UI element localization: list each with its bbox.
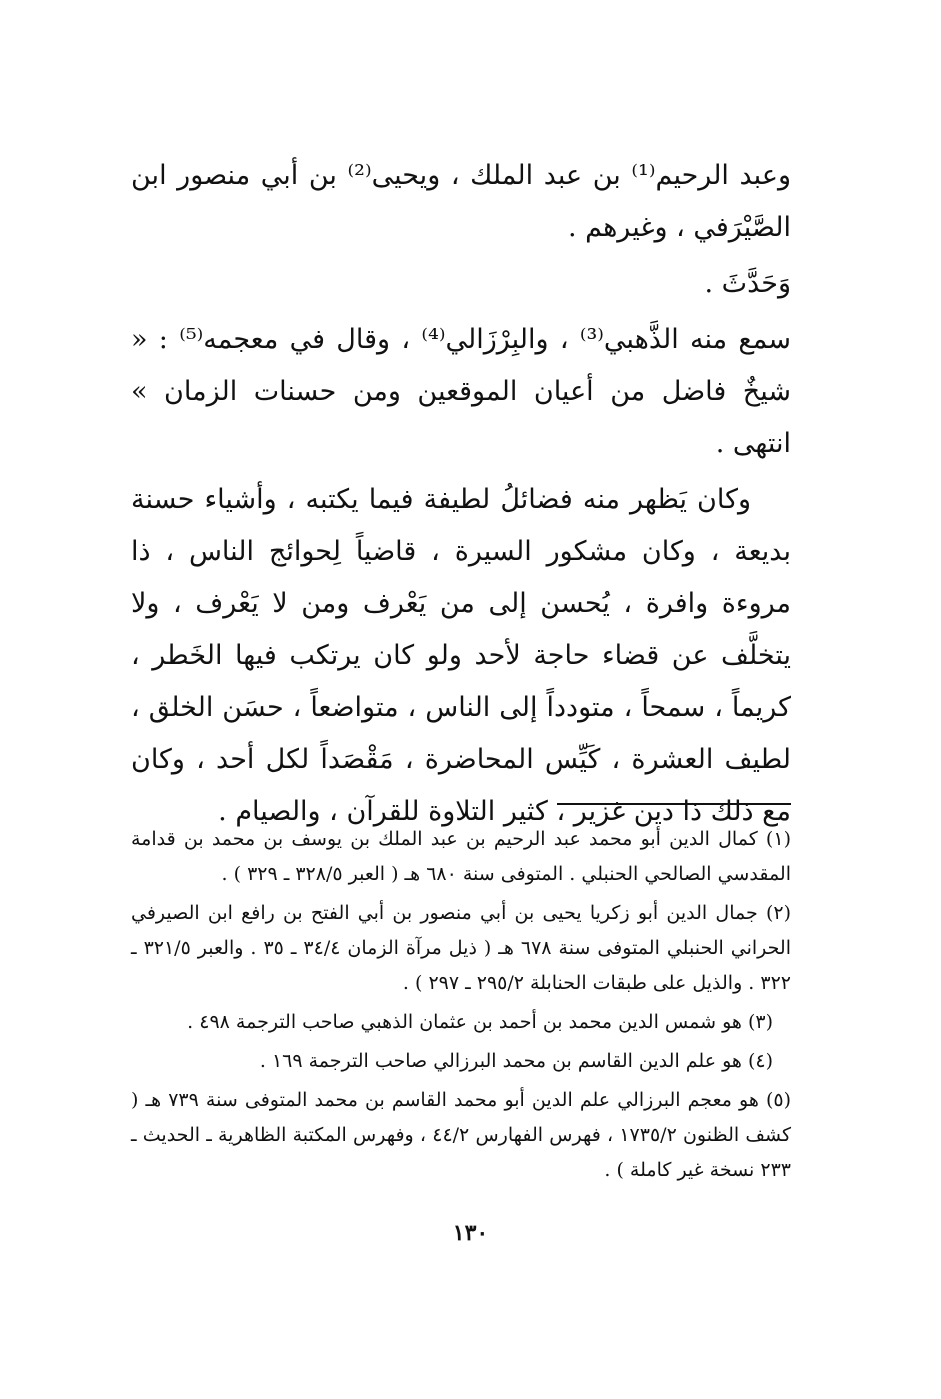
paragraph-students: سمع منه الذَّهبي⁽³⁾ ، والبِرْزَالي⁽⁴⁾ ، وقال في معجمه⁽⁵⁾ : « شيخٌ فاضل من أعيان الموقعين ومن حسنات الزمان » انتهى . bbox=[131, 324, 791, 459]
paragraph-teachers: وعبد الرحيم⁽¹⁾ بن عبد الملك ، ويحيى⁽²⁾ بن أبي منصور ابن الصَّيْرَفي ، وغيرهم . bbox=[131, 160, 791, 243]
main-text bbox=[131, 150, 791, 842]
footnotes bbox=[131, 822, 791, 1192]
footnote-5: (٥) هو معجم البرزالي علم الدين أبو محمد القاسم بن محمد المتوفى سنة ٧٣٩ هـ ( كشف الظنون ١٧٣٥/٢ ، فهرس الفهارس ٤٤/٢ ، وفهرس المكتبة الظاهرية ـ الحديث ـ ٢٣٣ نسخة غير كاملة ) . bbox=[131, 1089, 792, 1181]
footnote-2: (٢) جمال الدين أبو زكريا يحيى بن أبي منصور بن أبي الفتح بن رافع ابن الصيرفي الحراني الحنبلي المتوفى سنة ٦٧٨ هـ ( ذيل مرآة الزمان ٣٤/٤ ـ ٣٥ . والعبر ٣٢١/٥ ـ ٣٢٢ . والذيل على طبقات الحنابلة ٢٩٥/٢ ـ ٢٩٧ ) . bbox=[131, 902, 791, 994]
footnote-divider bbox=[557, 803, 791, 805]
footnote-3: (٣) هو شمس الدين محمد بن أحمد بن عثمان الذهبي صاحب الترجمة ٤٩٨ . bbox=[187, 1011, 773, 1033]
page-number: ١٣٠ bbox=[452, 1220, 489, 1246]
paragraph-narrated: وَحَدَّثَ . bbox=[704, 268, 791, 299]
footnote-1: (١) كمال الدين أبو محمد عبد الرحيم بن عبد الملك بن يوسف بن محمد بن قدامة المقدسي الصالحي الحنبلي . المتوفى سنة ٦٨٠ هـ ( العبر ٣٢٨/٥ ـ ٣٢٩ ) . bbox=[131, 828, 791, 885]
footnote-4: (٤) هو علم الدين القاسم بن محمد البرزالي صاحب الترجمة ١٦٩ . bbox=[259, 1050, 773, 1072]
paragraph-virtues: وكان يَظهر منه فضائلُ لطيفة فيما يكتبه ، وأشياء حسنة بديعة ، وكان مشكور السيرة ، قاضياً لِحوائج الناس ، ذا مروءة وافرة ، يُحسن إلى من يَعْرف ومن لا يَعْرف ، ولا يتخلَّف عن قضاء حاجة لأحد ولو كان يرتكب فيها الخَطر ، كريماً ، سمحاً ، متودداً إلى الناس ، متواضعاً ، حسَن الخلق ، لطيف العشرة ، كَيِّس المحاضرة ، مَقْصَداً لكل أحد ، وكان مع ذلك ذا دين غزير ، كثير التلاوة للقرآن ، والصيام . bbox=[131, 484, 791, 827]
